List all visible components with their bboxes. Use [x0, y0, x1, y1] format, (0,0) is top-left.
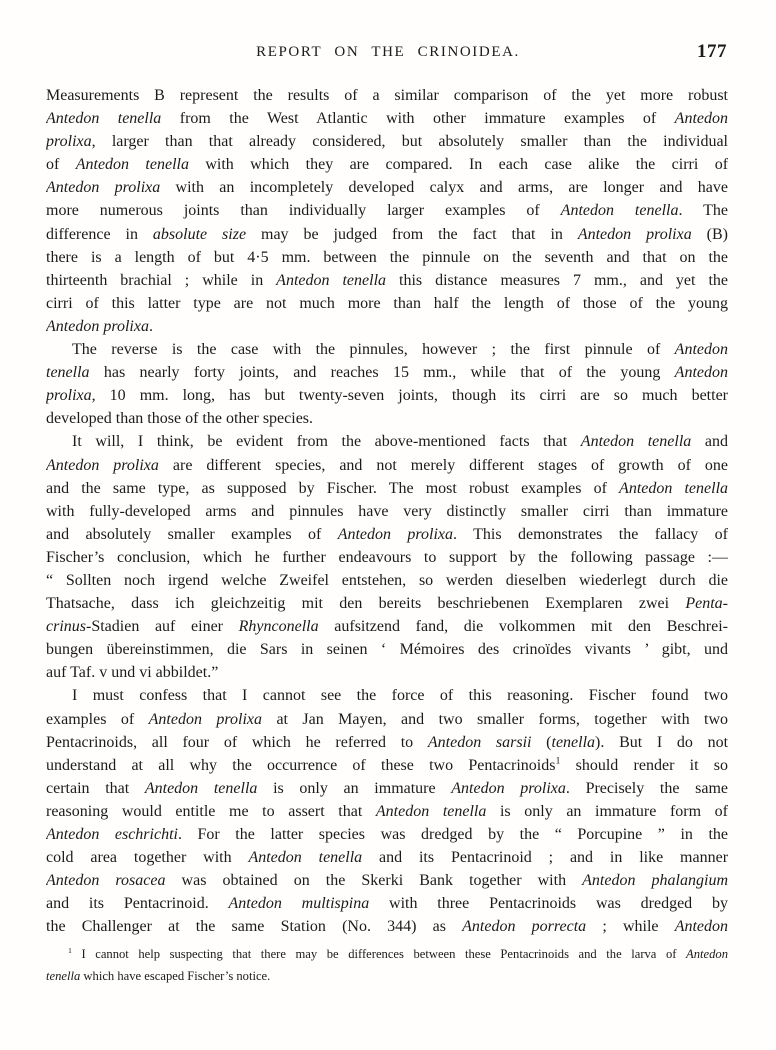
species-name-italic: Antedon multispina: [228, 895, 370, 913]
text-segment: examples of: [46, 710, 149, 728]
text-segment: It will, I think, be evident from the above-mentioned facts that: [72, 433, 581, 451]
text-segment: at Jan Mayen, and two smaller forms, together with two: [262, 710, 728, 728]
text-line: [46, 777, 728, 800]
text-line: [46, 684, 728, 707]
species-name-italic: prolixa: [46, 133, 92, 151]
text-segment: with fully-developed arms and pinnules have very distinctly smaller cirri than immature: [46, 502, 728, 520]
text-line: [46, 823, 728, 846]
text-line: [46, 176, 728, 199]
species-name-italic: Antedon tenella: [276, 271, 387, 289]
text-segment: was obtained on the Skerki Bank together with: [165, 872, 583, 890]
text-line: [46, 246, 728, 269]
paragraph: [46, 944, 728, 987]
text-line: [46, 569, 728, 592]
text-line: [46, 407, 728, 430]
species-name-italic: Antedon prolixa: [337, 525, 454, 543]
text-segment: I cannot help suspecting that there may be differences between these Pentacrinoids and the larva of: [71, 947, 687, 961]
species-name-italic: Antedon rosacea: [46, 872, 166, 890]
text-segment: , 10 mm. long, has but twenty-seven joints, though its cirri are so much better: [91, 387, 728, 405]
species-name-italic: Antedon eschrichti: [46, 826, 178, 843]
footnote-line: [46, 944, 728, 966]
species-name-italic: prolixa: [46, 387, 92, 405]
species-name-italic: Antedon prolixa: [577, 225, 692, 243]
species-name-italic: Antedon porrecta: [462, 918, 587, 936]
species-name-italic: Antedon: [674, 110, 728, 128]
text-line: [46, 223, 728, 246]
species-name-italic: Antedon sarsii: [427, 733, 532, 751]
running-title: REPORT ON THE CRINOIDEA.: [256, 44, 520, 60]
paragraph: [46, 430, 728, 684]
text-segment: , larger than that already considered, but absolutely smaller than the individual: [91, 133, 728, 151]
text-line: [46, 269, 728, 292]
text-segment: reasoning would entitle me to assert that: [46, 802, 376, 820]
page-number: 177: [697, 41, 727, 62]
text-segment: difference in: [46, 225, 153, 243]
text-line: [46, 500, 728, 523]
species-name-italic: Antedon tenella: [580, 433, 692, 451]
text-line: [46, 199, 728, 222]
species-name-italic: Antedon: [674, 341, 728, 359]
text-line: [46, 869, 728, 892]
species-name-italic: Antedon prolixa: [451, 779, 566, 797]
species-name-italic: Rhynconella: [238, 618, 319, 636]
footnote-line: [46, 966, 728, 988]
text-line: [46, 153, 728, 176]
text-line: [46, 708, 728, 731]
text-segment: bungen übereinstimmen, die Sars in seinen ‘ Mémoires des crinoïdes vivants ’ gibt, und: [46, 641, 728, 659]
text-segment: from the West Atlantic with other immature examples of: [161, 110, 675, 128]
species-name-italic: Antedon prolixa: [46, 456, 159, 474]
text-segment: is only an immature form of: [486, 802, 728, 820]
text-segment: cirri of this latter type are not much more than half the length of those of the young: [46, 294, 728, 312]
species-name-italic: Antedon tenella: [619, 479, 728, 497]
species-name-italic: tenella: [551, 733, 596, 751]
paragraph: [46, 84, 728, 338]
species-name-italic: Antedon prolixa: [46, 179, 161, 197]
text-segment: (B): [691, 225, 728, 243]
paragraph: [46, 684, 728, 938]
footnote-marker: 1: [68, 945, 72, 955]
text-line: [46, 130, 728, 153]
species-name-italic: absolute size: [152, 225, 247, 243]
text-segment: are different species, and not merely different stages of growth of one: [158, 456, 728, 474]
text-segment: there is a length of but 4·5 mm. between the pinnule on the seventh and that on the: [46, 248, 728, 266]
text-line: [46, 638, 728, 661]
text-segment: and: [691, 433, 728, 451]
text-line: [46, 361, 728, 384]
text-segment: understand at all why the occurrence of these two Pentacrinoids: [46, 756, 556, 774]
text-segment: and its Pentacrinoid ; and in like manner: [362, 849, 728, 867]
text-segment: has nearly forty joints, and reaches 15 mm., while that of the young: [89, 364, 675, 382]
text-segment: auf Taf. v und vi abbildet.”: [46, 664, 219, 682]
text-segment: should render it so: [560, 756, 728, 774]
footnote-marker: 1: [555, 755, 561, 767]
text-line: [46, 338, 728, 361]
text-line: [46, 615, 728, 638]
text-line: [46, 292, 728, 315]
text-line: [46, 84, 728, 107]
species-name-italic: Antedon phalangium: [582, 872, 728, 890]
text-line: [46, 523, 728, 546]
text-segment: -Stadien auf einer: [86, 618, 239, 636]
main-text-block: [46, 84, 728, 938]
text-segment: which have escaped Fischer’s notice.: [80, 968, 271, 983]
species-name-italic: Antedon: [686, 947, 728, 961]
species-name-italic: tenella: [46, 364, 90, 382]
text-segment: Pentacrinoids, all four of which he referred to: [46, 733, 428, 751]
text-segment: ). But I do not: [595, 733, 728, 751]
text-line: [46, 731, 728, 754]
species-name-italic: Antedon tenella: [144, 779, 258, 797]
text-segment: aufsitzend fand, die volkommen mit den Beschrei-: [318, 618, 728, 636]
text-segment: and the same type, as supposed by Fischer. The most robust examples of: [46, 479, 620, 497]
text-line: [46, 892, 728, 915]
text-segment: with three Pentacrinoids was dredged by: [369, 895, 728, 913]
species-name-italic: Antedon tenella: [560, 202, 679, 220]
text-segment: with which they are compared. In each case alike the cirri of: [188, 156, 728, 174]
text-segment: developed than those of the other species.: [46, 410, 314, 428]
text-line: [46, 800, 728, 823]
species-name-italic: Antedon tenella: [46, 110, 162, 128]
species-name-italic: tenella: [46, 968, 81, 983]
paragraph: [46, 338, 728, 430]
text-segment: thirteenth brachial ; while in: [46, 271, 277, 289]
text-line: [46, 477, 728, 500]
text-line: [46, 754, 728, 777]
text-segment: with an incompletely developed calyx and arms, are longer and have: [160, 179, 728, 197]
text-line: [46, 661, 728, 684]
text-segment: Thatsache, dass ich gleichzeitig mit den bereits beschriebenen Exemplaren zwei: [46, 595, 686, 613]
text-segment: . The: [678, 202, 728, 220]
text-segment: certain that: [46, 779, 145, 797]
text-segment: cold area together with: [46, 849, 249, 867]
species-name-italic: crinus: [46, 618, 86, 636]
text-segment: and absolutely smaller examples of: [46, 525, 338, 543]
text-segment: The reverse is the case with the pinnules, however ; the first pinnule of: [72, 341, 675, 359]
text-segment: “ Sollten noch irgend welche Zweifel entstehen, so werden dieselben wiederlegt durch die: [46, 571, 728, 589]
text-line: [46, 546, 728, 569]
text-segment: ; while: [586, 918, 675, 936]
text-line: [46, 454, 728, 477]
species-name-italic: Antedon: [674, 364, 728, 382]
species-name-italic: Antedon prolixa: [46, 317, 149, 335]
species-name-italic: Antedon tenella: [75, 156, 189, 174]
species-name-italic: Penta-: [685, 595, 728, 613]
species-name-italic: Antedon tenella: [248, 849, 363, 867]
text-line: [46, 315, 728, 338]
text-segment: (: [531, 733, 552, 751]
species-name-italic: Antedon: [674, 918, 728, 936]
text-segment: .: [148, 317, 153, 335]
text-segment: of: [46, 156, 76, 174]
text-line: [46, 430, 728, 453]
footnote-block: [46, 944, 728, 987]
species-name-italic: Antedon prolixa: [148, 710, 263, 728]
text-line: [46, 384, 728, 407]
text-segment: Fischer’s conclusion, which he further endeavours to support by the following passage :—: [46, 548, 728, 566]
text-segment: Measurements B represent the results of a similar comparison of the yet more robust: [46, 87, 728, 104]
text-segment: this distance measures 7 mm., and yet the: [386, 271, 728, 289]
species-name-italic: Antedon tenella: [375, 802, 487, 820]
text-segment: . This demonstrates the fallacy of: [453, 525, 728, 543]
text-line: [46, 107, 728, 130]
text-segment: more numerous joints than individually larger examples of: [46, 202, 561, 220]
text-segment: . Precisely the same: [565, 779, 728, 797]
text-segment: is only an immature: [257, 779, 452, 797]
text-line: [46, 592, 728, 615]
text-line: [46, 846, 728, 869]
text-segment: may be judged from the fact that in: [246, 225, 578, 243]
text-line: [46, 915, 728, 938]
text-segment: the Challenger at the same Station (No. 344) as: [46, 918, 463, 936]
text-segment: and its Pentacrinoid.: [46, 895, 229, 913]
text-segment: I must confess that I cannot see the force of this reasoning. Fischer found two: [72, 687, 728, 705]
text-segment: . For the latter species was dredged by the “ Porcupine ” in the: [177, 826, 728, 843]
